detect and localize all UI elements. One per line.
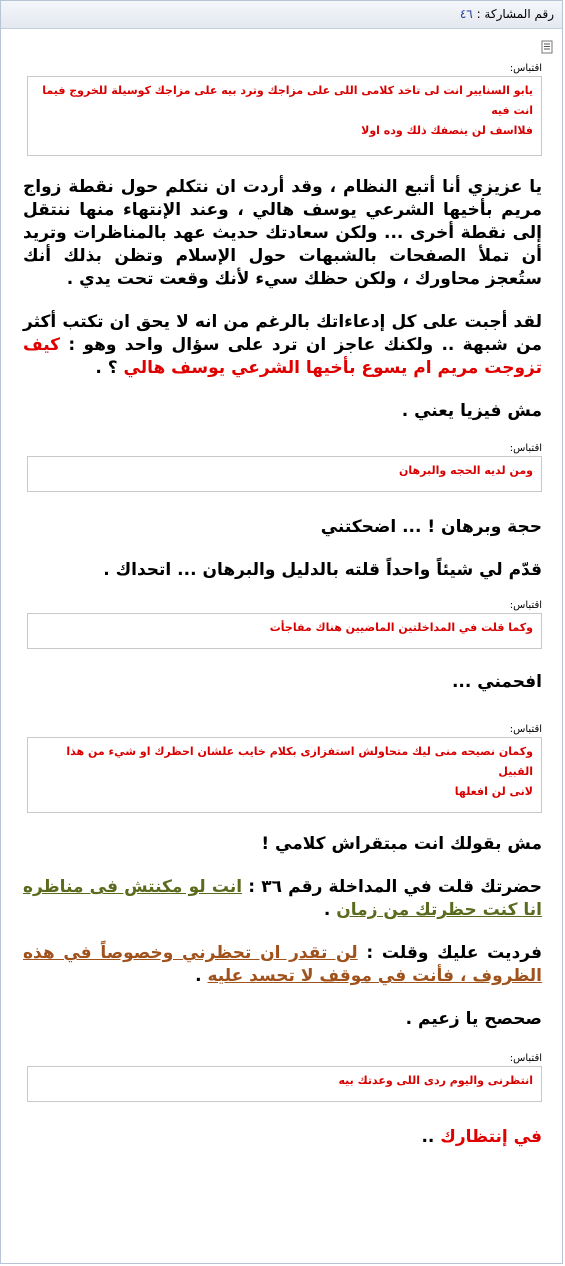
quote-box [27,737,542,813]
quote-label: اقتباس: [509,443,542,454]
reply-paragraph [23,876,542,922]
reply-text: . [323,900,331,920]
quoted-statement: انت لو مكنتش فى مناظره انا كنت حظرتك من زمان [23,877,542,920]
post-body [1,63,562,1149]
reply-text: فرديت عليك وقلت : [366,943,542,963]
reply-paragraph [23,1126,542,1149]
reply-paragraph [23,311,542,380]
quote-label: اقتباس: [509,63,542,74]
closing-text: .. [421,1127,435,1147]
quote-label: اقتباس: [509,724,542,735]
quote-text: وكما قلت في المداخلتين الماضيين هناك مفاجأت [269,621,533,634]
quote-text: فلااسف لن ينصفك ذلك وده اولا [361,124,533,137]
quote-box [27,1066,542,1102]
post-header [1,1,562,29]
quote-text: لانى لن افعلها [454,785,533,798]
closing-text: في إنتظارك [440,1127,542,1147]
reply-paragraph: افحمني ... [451,672,542,692]
quote-text: انتظرنى واليوم ردى اللى وعدتك بيه [338,1074,533,1087]
reply-paragraph: مش بقولك انت مبتقراش كلامي ! [261,834,542,854]
quote-text: ومن لديه الحجه والبرهان [399,464,533,477]
reply-paragraph: يا عزيزي أنا أتبع النظام ، وقد أردت ان نتكلم حول نقطة زواج مريم بأخيها الشرعي يوسف هالي ، وعند الإنتهاء منها ننتقل إلى نقطة أخرى ... ولكن سعادتك حديث عهد بالمناظرات وتريد أن تملأ الصفحات بالشبهات حول الإسلام وتظن بذلك أنك ستُعجز محاورك ، ولكن حظك سيء لأنك وقعت تحت يدي . [23,177,542,289]
document-icon [540,39,554,58]
quote-box [27,456,542,492]
reply-text: حضرتك قلت في المداخلة رقم ٣٦ : [248,877,542,897]
reply-paragraph: صحصح يا زعيم . [405,1009,542,1029]
quoted-statement: لن تقدر ان تحظرني وخصوصاً في هذه الظروف ، فأنت في موقف لا تحسد عليه [23,943,542,986]
reply-paragraph: قدّم لي شيئاً واحداً قلته بالدليل والبرهان ... اتحداك . [103,560,542,580]
post-number-label: رقم المشاركة : [476,7,554,21]
quote-label: اقتباس: [509,600,542,611]
quote-box [27,76,542,156]
reply-paragraph: مش فيزيا يعني . [401,401,542,421]
quote-text: وكمان نصيحه منى ليك متحاولش استفزازى بكلام خايب علشان احظرك او شيء من هذا القبيل [66,745,533,778]
quote-box [27,613,542,649]
reply-text: لقد أجبت على كل إدعاءاتك بالرغم من انه لا يحق ان تكتب أكثر من شبهة .. ولكنك عاجز ان ترد على سؤال واحد وهو : [23,312,542,355]
post-number-link[interactable]: ٤٦ [459,7,473,21]
reply-text: ؟ . [95,358,118,378]
quote-text: يابو السنايير انت لى تاخد كلامى اللى على مزاجك وترد بيه على مزاجك كوسيلة للخروج فيما انت فيه [42,84,533,117]
post-icon-row [1,29,562,59]
reply-paragraph [23,942,542,988]
reply-text: . [195,966,202,986]
reply-paragraph: حجة وبرهان ! ... اضحكتني [320,517,542,537]
highlighted-question: كيف تزوجت مريم ام يسوع بأخيها الشرعي يوسف هالي [23,335,542,378]
quote-label: اقتباس: [509,1053,542,1064]
